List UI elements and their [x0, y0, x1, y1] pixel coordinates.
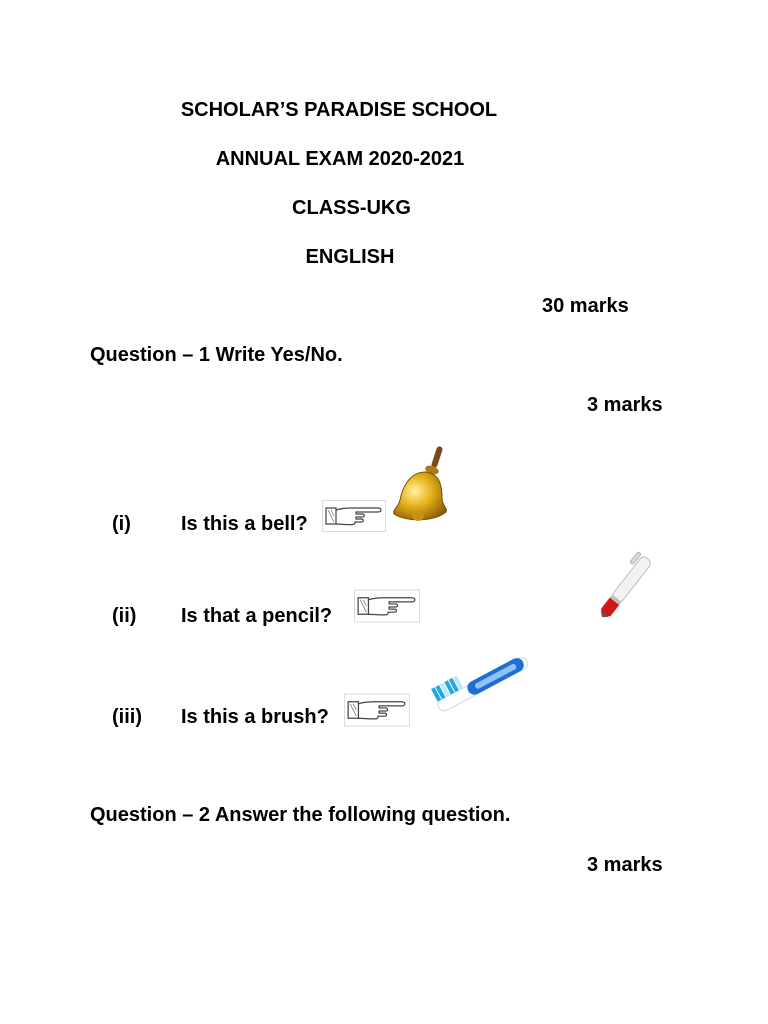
pointing-hand-icon: [354, 588, 420, 624]
pointing-hand-icon: [344, 692, 410, 728]
subject-label: ENGLISH: [305, 246, 395, 268]
item-number: (iii): [112, 706, 142, 728]
pointing-hand-icon: [322, 500, 386, 532]
question-2-marks: 3 marks: [587, 854, 663, 876]
pen-icon: [586, 542, 670, 626]
toothbrush-icon: [424, 643, 536, 715]
question-1-title: Question – 1 Write Yes/No.: [90, 344, 343, 366]
item-number: (i): [112, 513, 131, 535]
item-number: (ii): [112, 605, 137, 627]
exam-title: ANNUAL EXAM 2020-2021: [215, 148, 465, 170]
question-1-marks: 3 marks: [587, 394, 663, 416]
bell-icon: [386, 442, 452, 524]
item-question: Is that a pencil?: [181, 605, 333, 627]
question-2-title: Question – 2 Answer the following question.: [90, 804, 511, 826]
total-marks: 30 marks: [542, 295, 629, 317]
item-question: Is this a bell?: [181, 513, 308, 535]
item-question: Is this a brush?: [181, 706, 329, 728]
school-name: SCHOLAR’S PARADISE SCHOOL: [180, 99, 498, 121]
class-label: CLASS-UKG: [292, 197, 411, 219]
